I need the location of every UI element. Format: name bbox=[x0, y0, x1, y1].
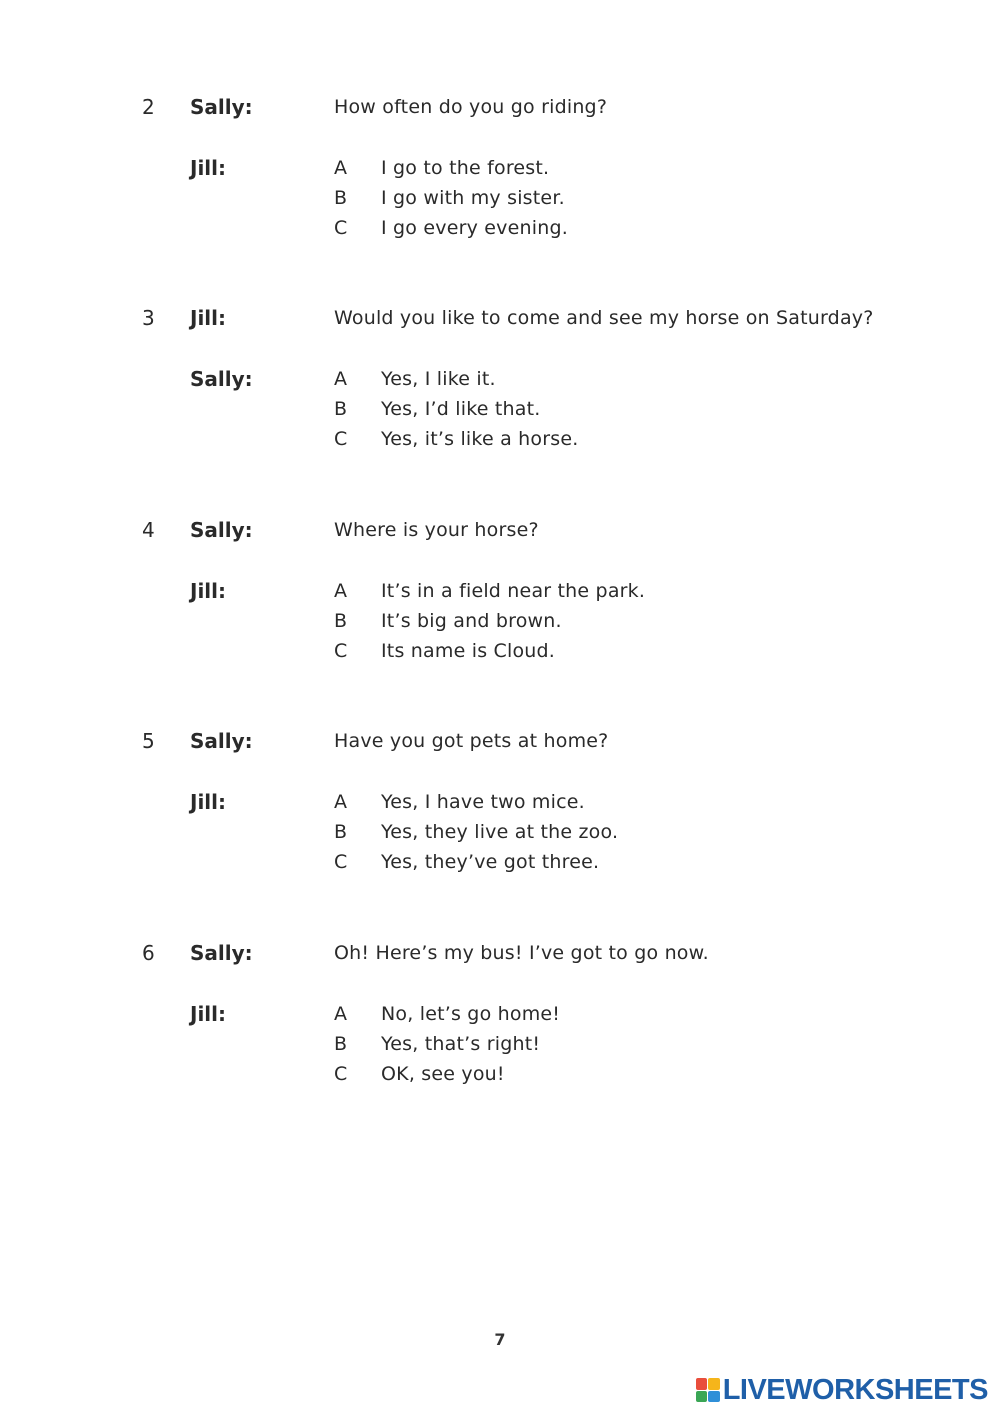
option-letter: B bbox=[334, 1033, 348, 1055]
question-prompt: How often do you go riding? bbox=[334, 96, 608, 118]
page-number: 7 bbox=[494, 1330, 506, 1349]
question-2 bbox=[0, 95, 1000, 239]
option-letter: C bbox=[334, 1063, 348, 1085]
answer-options bbox=[334, 1002, 894, 1092]
responder-label: Jill: bbox=[190, 579, 227, 603]
answer-option-c[interactable] bbox=[334, 1062, 894, 1092]
option-letter: A bbox=[334, 580, 347, 602]
question-number: 5 bbox=[142, 729, 155, 753]
liveworksheets-logo-icon bbox=[696, 1378, 720, 1402]
answer-option-a[interactable] bbox=[334, 156, 894, 186]
answer-option-b[interactable] bbox=[334, 186, 894, 216]
answer-option-c[interactable] bbox=[334, 427, 894, 457]
option-text: Yes, I have two mice. bbox=[381, 791, 585, 813]
option-letter: B bbox=[334, 610, 348, 632]
responder-label: Jill: bbox=[190, 1002, 227, 1026]
option-letter: C bbox=[334, 428, 348, 450]
option-text: It’s in a field near the park. bbox=[381, 580, 646, 602]
answer-option-b[interactable] bbox=[334, 1032, 894, 1062]
question-6 bbox=[0, 941, 1000, 1085]
speaker-label: Sally: bbox=[190, 518, 253, 542]
question-3 bbox=[0, 306, 1000, 450]
option-text: Its name is Cloud. bbox=[381, 640, 556, 662]
question-number: 3 bbox=[142, 306, 155, 330]
option-text: Yes, it’s like a horse. bbox=[381, 428, 579, 450]
question-prompt: Oh! Here’s my bus! I’ve got to go now. bbox=[334, 942, 709, 964]
answer-option-a[interactable] bbox=[334, 1002, 894, 1032]
option-text: I go every evening. bbox=[381, 217, 568, 239]
answer-option-a[interactable] bbox=[334, 579, 894, 609]
option-letter: C bbox=[334, 851, 348, 873]
option-text: No, let’s go home! bbox=[381, 1003, 561, 1025]
answer-options bbox=[334, 579, 894, 669]
answer-option-a[interactable] bbox=[334, 367, 894, 397]
responder-label: Jill: bbox=[190, 156, 227, 180]
answer-option-c[interactable] bbox=[334, 216, 894, 246]
option-text: Yes, they’ve got three. bbox=[381, 851, 600, 873]
option-letter: A bbox=[334, 791, 347, 813]
answer-options bbox=[334, 156, 894, 246]
option-text: Yes, I’d like that. bbox=[381, 398, 541, 420]
option-letter: A bbox=[334, 1003, 347, 1025]
question-number: 4 bbox=[142, 518, 155, 542]
question-prompt: Where is your horse? bbox=[334, 519, 539, 541]
option-text: I go with my sister. bbox=[381, 187, 565, 209]
answer-option-b[interactable] bbox=[334, 609, 894, 639]
question-prompt: Have you got pets at home? bbox=[334, 730, 609, 752]
question-5 bbox=[0, 729, 1000, 873]
option-text: It’s big and brown. bbox=[381, 610, 562, 632]
option-text: Yes, that’s right! bbox=[381, 1033, 541, 1055]
speaker-label: Sally: bbox=[190, 941, 253, 965]
brand-name: LIVEWORKSHEETS bbox=[722, 1373, 988, 1406]
question-number: 2 bbox=[142, 95, 155, 119]
speaker-label: Jill: bbox=[190, 306, 227, 330]
option-letter: B bbox=[334, 187, 348, 209]
option-text: Yes, I like it. bbox=[381, 368, 496, 390]
option-text: OK, see you! bbox=[381, 1063, 505, 1085]
responder-label: Jill: bbox=[190, 790, 227, 814]
question-prompt: Would you like to come and see my horse on Saturday? bbox=[334, 307, 874, 329]
answer-option-b[interactable] bbox=[334, 397, 894, 427]
question-number: 6 bbox=[142, 941, 155, 965]
answer-option-b[interactable] bbox=[334, 820, 894, 850]
answer-option-c[interactable] bbox=[334, 639, 894, 669]
option-letter: C bbox=[334, 640, 348, 662]
option-text: Yes, they live at the zoo. bbox=[381, 821, 619, 843]
option-letter: B bbox=[334, 821, 348, 843]
option-letter: B bbox=[334, 398, 348, 420]
answer-options bbox=[334, 367, 894, 457]
responder-label: Sally: bbox=[190, 367, 253, 391]
answer-option-c[interactable] bbox=[334, 850, 894, 880]
option-letter: A bbox=[334, 157, 347, 179]
question-4 bbox=[0, 518, 1000, 662]
option-letter: A bbox=[334, 368, 347, 390]
answer-option-a[interactable] bbox=[334, 790, 894, 820]
answer-options bbox=[334, 790, 894, 880]
option-letter: C bbox=[334, 217, 348, 239]
speaker-label: Sally: bbox=[190, 729, 253, 753]
liveworksheets-brand[interactable] bbox=[696, 1374, 988, 1406]
option-text: I go to the forest. bbox=[381, 157, 550, 179]
speaker-label: Sally: bbox=[190, 95, 253, 119]
